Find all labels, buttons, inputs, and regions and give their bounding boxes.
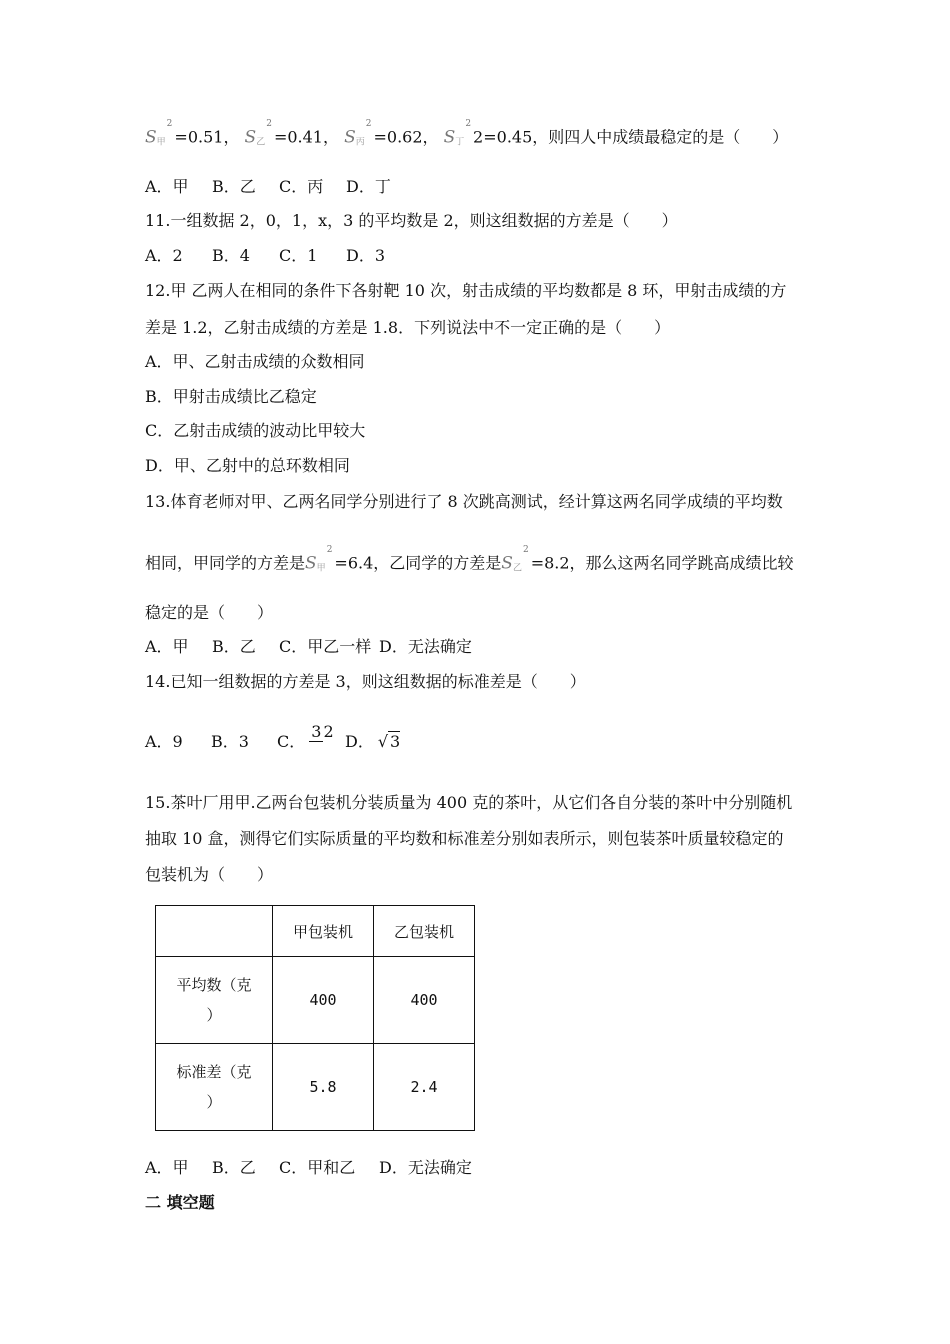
q12-option-b: B．甲射击成绩比乙稳定 [145, 387, 317, 406]
q15-line2: 抽取 10 盒，测得它们实际质量的平均数和标准差分别如表所示，则包装茶叶质量较稳定的 [145, 829, 784, 848]
option-a: A．9 [145, 732, 183, 751]
table-row-label: 标准差（克 ） [156, 1044, 273, 1131]
q11-options [145, 246, 385, 266]
option-c: C．丙 [279, 177, 324, 196]
q14-text: 14.已知一组数据的方差是 3，则这组数据的标准差是（ ） [145, 672, 586, 691]
option-a: A．甲 [145, 637, 189, 656]
q13-options [145, 637, 472, 657]
variance-symbol: $S_丙^2$ [344, 119, 372, 148]
packing-machine-table [155, 905, 475, 1131]
option-c: C．3 2 [277, 722, 334, 751]
option-b: B．乙 [212, 177, 256, 196]
sqrt-expression: √ 3 [377, 732, 401, 751]
q15-options [145, 1158, 472, 1178]
option-c: C．甲乙一样 [279, 637, 372, 656]
q12-line1: 12.甲 乙两人在相同的条件下各射靶 10 次，射击成绩的平均数都是 8 环，甲射击成绩的方 [145, 281, 787, 300]
q15-line1: 15.茶叶厂用甲.乙两台包装机分装质量为 400 克的茶叶，从它们各自分装的茶叶中分别随机 [145, 793, 793, 812]
table-row-label: 平均数（克 ） [156, 957, 273, 1044]
option-a: A．甲 [145, 177, 189, 196]
option-b: B．乙 [212, 637, 256, 656]
q13-line1: 13.体育老师对甲、乙两名同学分别进行了 8 次跳高测试，经计算这两名同学成绩的平均数 [145, 492, 783, 511]
option-d: D．无法确定 [379, 637, 472, 656]
option-d: D．3 [346, 246, 386, 265]
q13-line3: 稳定的是（ ） [145, 603, 274, 622]
option-b: B．4 [212, 246, 250, 265]
table-cell: 5.8 [273, 1044, 374, 1131]
q12-line2: 差是 1.2，乙射击成绩的方差是 1.8．下列说法中不一定正确的是（ ） [145, 318, 671, 337]
section-heading: 二 填空题 [145, 1193, 215, 1212]
option-c: C．1 [279, 246, 318, 265]
variance-symbol: $S_乙^2$ [244, 119, 272, 148]
option-d: D． √ 3 [345, 732, 401, 751]
q12-option-d: D．甲、乙射中的总环数相同 [145, 456, 350, 475]
q10-line: $S_甲^2=0.51$， $S_乙^2=0.41$， $S_丙^2=0.62$， $S_丁^22=0.45$，则四人中成绩最稳定的是（ ） [145, 124, 788, 153]
option-b: B．乙 [212, 1158, 256, 1177]
table-cell: 400 [374, 957, 475, 1044]
table-row [156, 1044, 475, 1131]
table-row [156, 957, 475, 1044]
option-c: C．甲和乙 [279, 1158, 356, 1177]
q15-line3: 包装机为（ ） [145, 865, 274, 884]
table-header-cell [156, 906, 273, 957]
q14-options [145, 722, 401, 752]
q12-option-c: C．乙射击成绩的波动比甲较大 [145, 421, 366, 440]
table-header-cell: 乙包装机 [374, 906, 475, 957]
q10-options [145, 177, 391, 197]
option-a: A．2 [145, 246, 183, 265]
variance-symbol: $S_甲^2$ [305, 545, 333, 574]
q12-option-a: A．甲、乙射击成绩的众数相同 [145, 352, 365, 371]
fraction: 3 2 [311, 722, 334, 741]
table-cell: 400 [273, 957, 374, 1044]
option-b: B．3 [211, 732, 249, 751]
option-a: A．甲 [145, 1158, 189, 1177]
table-header-row [156, 906, 475, 957]
table-cell: 2.4 [374, 1044, 475, 1131]
variance-symbol: $S_丁^2$ [443, 119, 472, 148]
table-header-cell: 甲包装机 [273, 906, 374, 957]
option-d: D．丁 [346, 177, 391, 196]
variance-symbol: $S_乙^2$ [501, 545, 529, 574]
option-d: D．无法确定 [379, 1158, 472, 1177]
variance-symbol: $S_甲^2$ [145, 119, 173, 148]
q11-text: 11.一组数据 2，0，1，x，3 的平均数是 2，则这组数据的方差是（ ） [145, 211, 678, 230]
q13-line2: 相同，甲同学的方差是$S_甲^2=6.4$，乙同学的方差是$S_乙^2=8.2$，那么这两名同学跳高成绩比较 [145, 550, 794, 579]
